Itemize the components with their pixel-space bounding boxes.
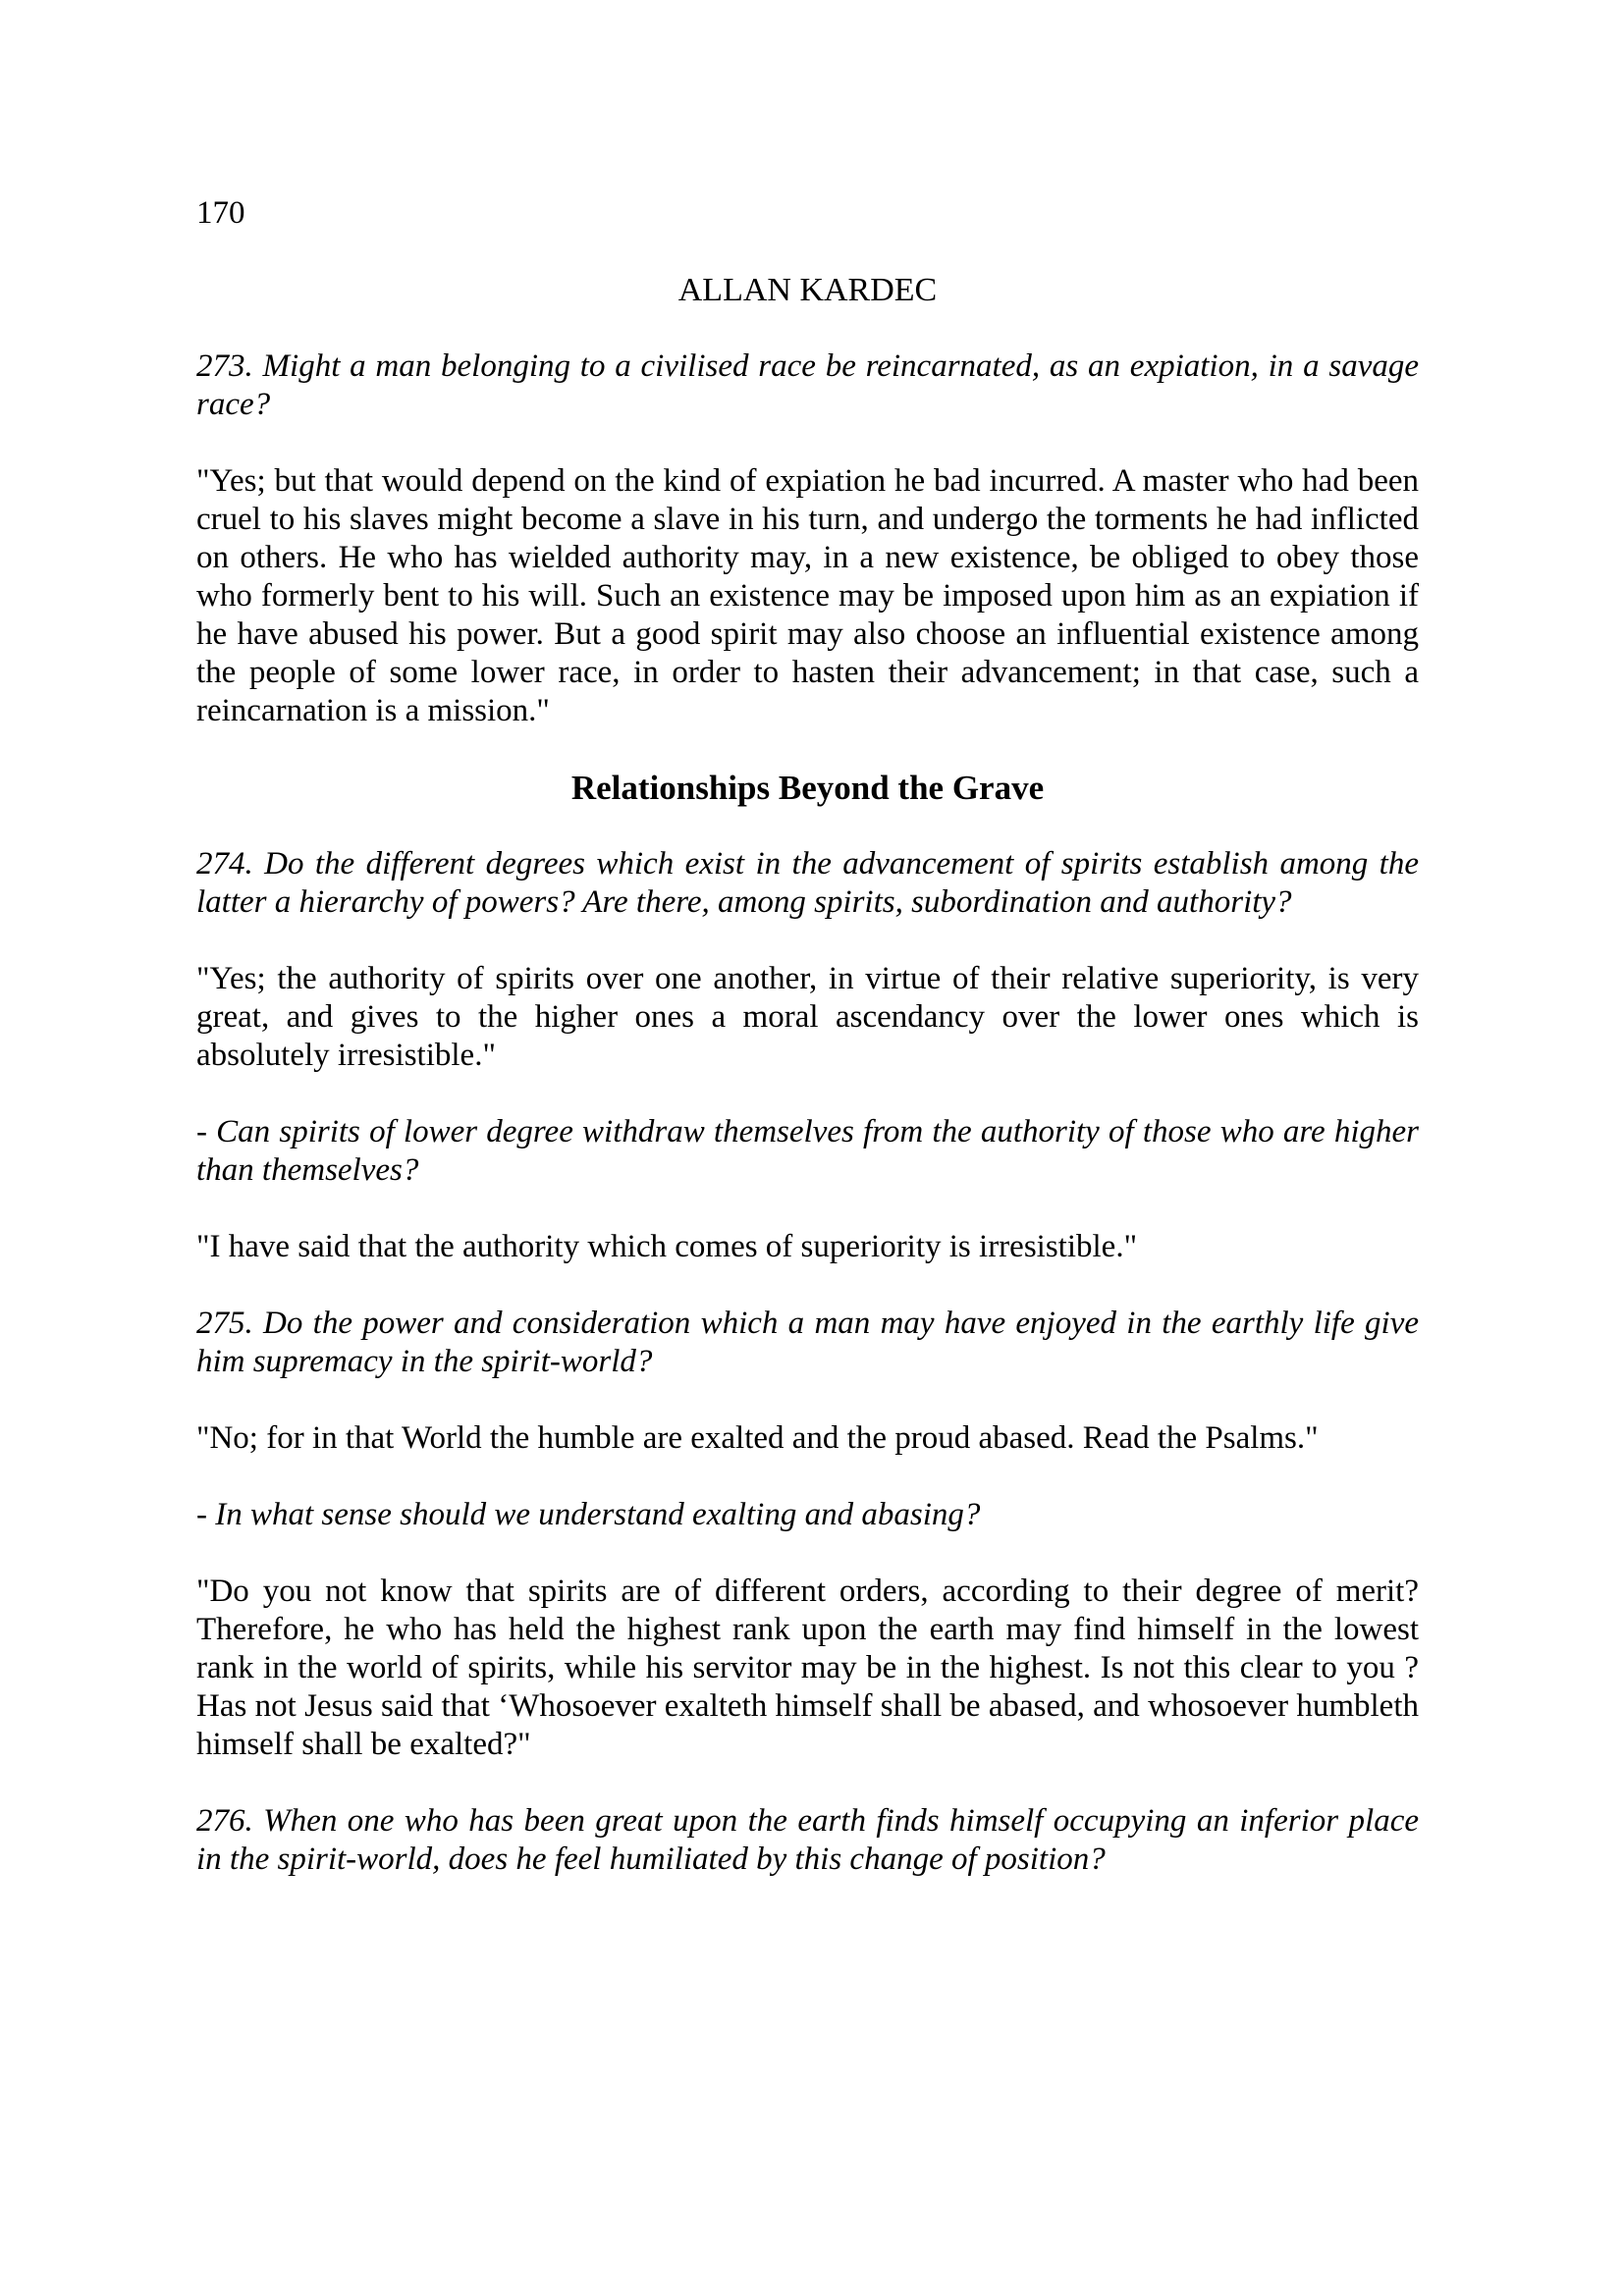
sub-question-274: - Can spirits of lower degree withdraw themselves from the authority of those who are higher than themselves? [196, 1114, 1419, 1188]
question-274: 274. Do the different degrees which exist in the advancement of spirits establish among the latter a hierarchy of powers? Are there, among spirits, subordination and authority? [196, 846, 1419, 920]
sub-question-275: - In what sense should we understand exalting and abasing? [196, 1497, 981, 1532]
answer-274-sub: "I have said that the authority which comes of superiority is irresistible." [196, 1229, 1138, 1264]
section-heading: Relationships Beyond the Grave [570, 769, 1045, 807]
answer-274: "Yes; the authority of spirits over one another, in virtue of their relative superiority, is very great, and gives to the higher ones a moral ascendancy over the lower ones which is absolutely irresistible." [196, 961, 1419, 1073]
question-273: 273. Might a man belonging to a civilised race be reincarnated, as an expiation, in a savage race? [196, 348, 1419, 422]
running-header: ALLAN KARDEC [677, 272, 938, 308]
question-276: 276. When one who has been great upon the earth finds himself occupying an inferior place in the spirit-world, does he feel humiliated by this change of position? [196, 1803, 1419, 1877]
answer-275: "No; for in that World the humble are exalted and the proud abased. Read the Psalms." [196, 1420, 1319, 1456]
answer-275-sub: "Do you not know that spirits are of different orders, according to their degree of merit? Therefore, he who has held the highest rank upon the earth may find himself in the lowest rank in the world of spirits, while his servitor may be in the highest. Is not this clear to you ? Has not Jesus said that ‘Whosoever exalteth himself shall be abased, and whosoever humbleth himself shall be exalted?" [196, 1574, 1419, 1762]
page-number: 170 [196, 195, 245, 231]
question-275: 275. Do the power and consideration which a man may have enjoyed in the earthly life give him supremacy in the spirit-world? [196, 1306, 1419, 1379]
answer-273: "Yes; but that would depend on the kind of expiation he bad incurred. A master who had been cruel to his slaves might become a slave in his turn, and undergo the torments he had inflicted on others. He who has wielded authority may, in a new existence, be obliged to obey those who formerly bent to his will. Such an existence may be imposed upon him as an expiation if he have abused his power. But a good spirit may also choose an influential existence among the people of some lower race, in order to hasten their advancement; in that case, such a reincarnation is a mission." [196, 463, 1419, 728]
